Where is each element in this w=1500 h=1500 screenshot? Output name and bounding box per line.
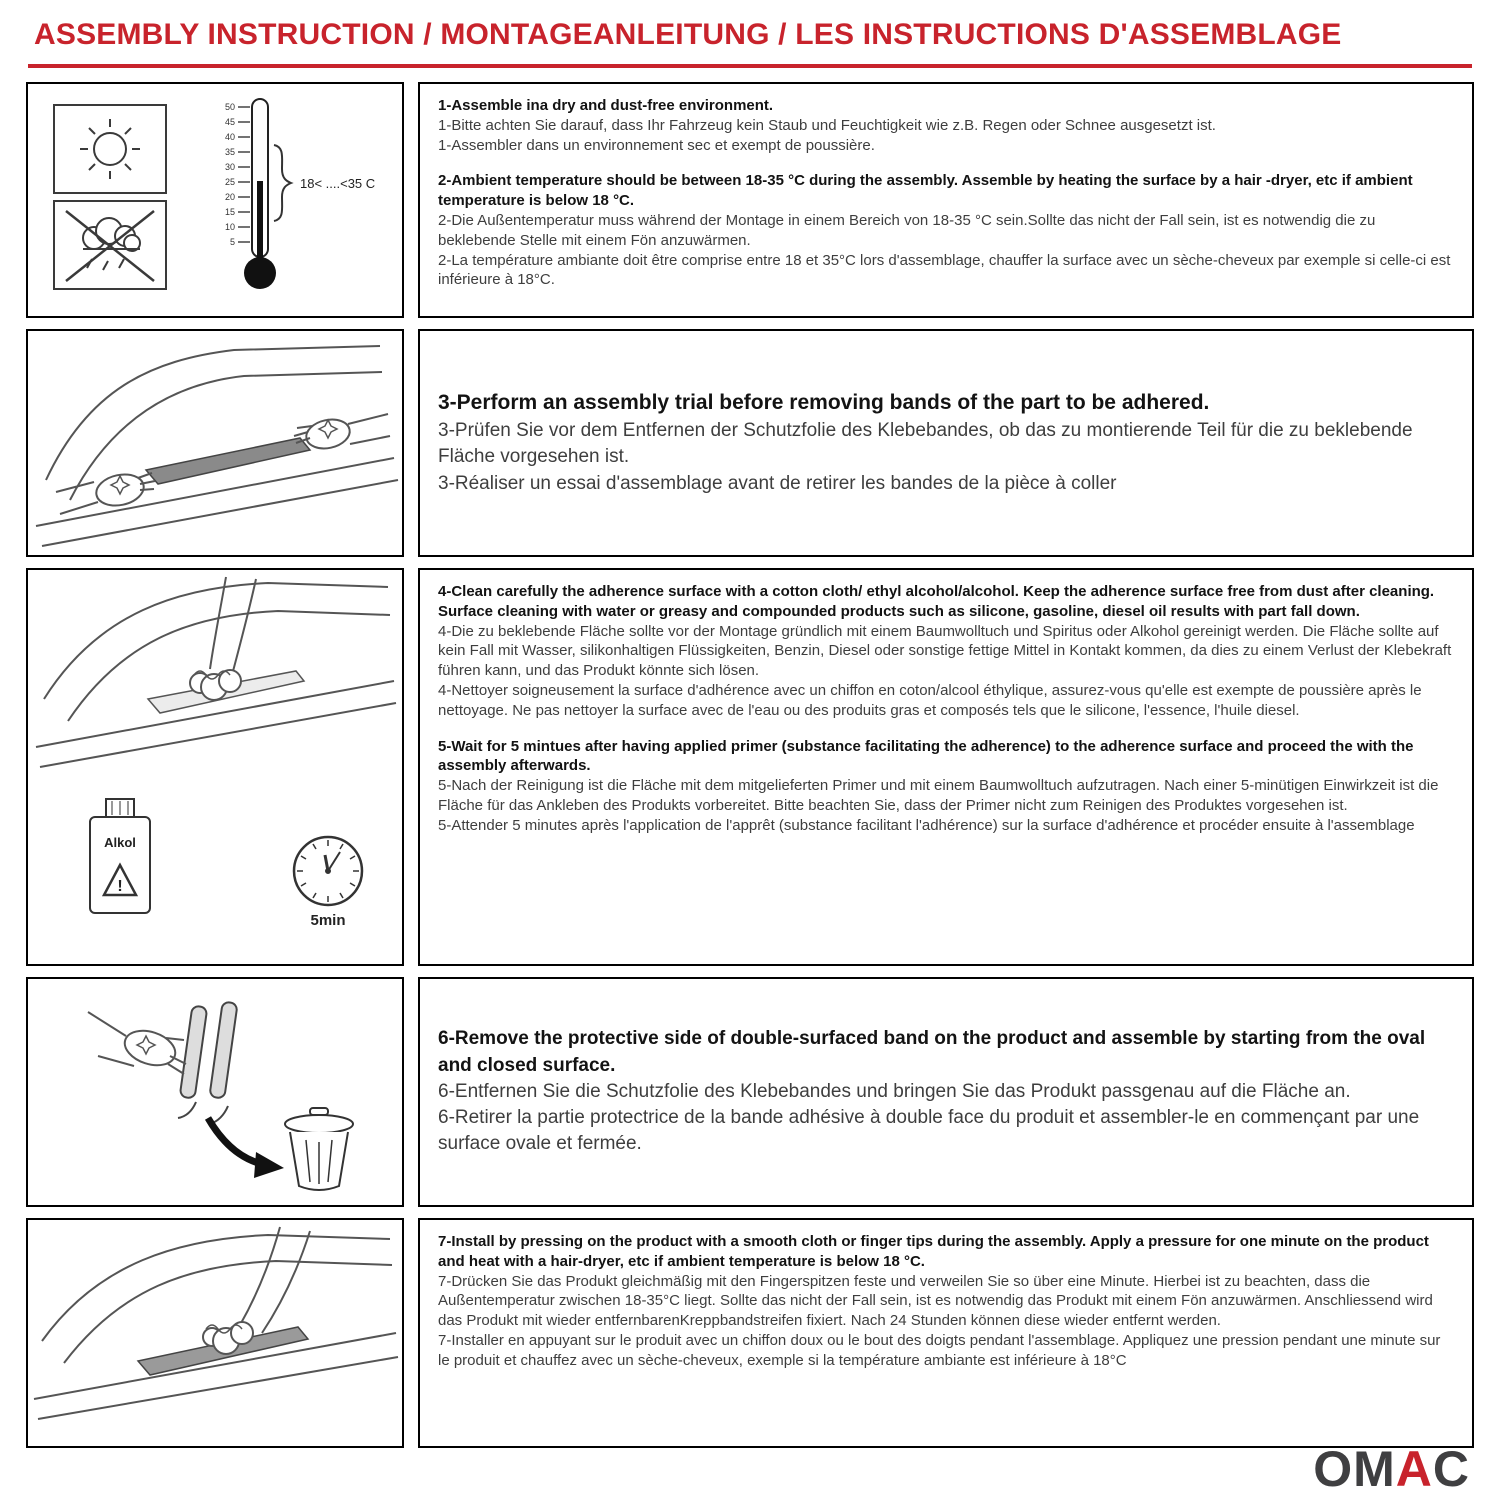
step-2-text-fr: 2-La température ambiante doit être comprise entre 18 et 35°C lors d'assemblage, chauffer la surface avec un sèche-cheveux par exemple si celle-ci est inférieure à 18°C. <box>438 251 1451 289</box>
illustration-box-cleaning <box>26 568 404 966</box>
step-5-text-fr: 5-Attender 5 minutes après l'application de l'apprêt (substance facilitant l'adhérence) sur la surface d'adhérence et procéder ensuite à l'assemblage <box>438 816 1415 834</box>
thermometer-tick: 25 <box>224 177 235 187</box>
step-row-6 <box>26 977 1474 1207</box>
clock-label: 5min <box>310 912 346 929</box>
step-3-text <box>418 329 1474 557</box>
logo-text-a: A <box>1395 1441 1433 1497</box>
step-6-text <box>418 977 1474 1207</box>
holding-hand-icon <box>88 1012 186 1074</box>
illustration-box-temperature <box>26 82 404 318</box>
illustration-box-peel-band <box>26 977 404 1207</box>
trash-can-icon <box>285 1108 353 1190</box>
peel-band-illustration <box>28 980 402 1204</box>
thermometer-tick: 50 <box>224 102 235 112</box>
step-7-text-en: 7-Install by pressing on the product with a smooth cloth or finger tips during the assembly. Apply a pressure for one minute on the product and heat with a hair-dryer, etc if ambient temperature is below 18 °C. <box>438 1233 1429 1270</box>
thermometer-range-label: 18< ....<35 C <box>300 176 376 191</box>
temperature-conditions-illustration <box>28 85 402 315</box>
step-3-text-en: 3-Perform an assembly trial before removing bands of the part to be adhered. <box>438 391 1210 415</box>
step-7-text <box>418 1218 1474 1448</box>
title-underline <box>28 64 1472 68</box>
step-row-3 <box>26 329 1474 557</box>
step-7-text-de: 7-Drücken Sie das Produkt gleichmäßig mit den Fingerspitzen feste und verweilen Sie so über eine Minute. Hierbei ist zu beachten, dass die Außentemperatur zwischen 18-35°C liegt. Sollte das nicht der Fall sein, ist es notwendig das Produkt mit einem Fön anzuwärmen. Anschliessend wird das Produkt mit wieder entfernbarenKreppbandstreifen fixiert. Nach 24 Stunden können diese wieder entfernt werden. <box>438 1272 1433 1330</box>
step-4-text-de: 4-Die zu beklebende Fläche sollte vor der Montage gründlich mit einem Baumwolltuch und Spiritus oder Alkohol gereinigt werden. Die Fläche sollte auf kein Fall mit Wasser, silikonhaltigen Flüssigkeiten, Benzin, Diesel oder sonstige fettige Mittel in Kontakt kommen, da dies zu einem Verlust der Klebekraft führen kann, und das Produkt könnte sich lösen. <box>438 622 1452 680</box>
thermometer-tick: 5 <box>229 237 235 247</box>
step-4-text-fr: 4-Nettoyer soigneusement la surface d'adhérence avec un chiffon en coton/alcool éthylique, assurez-vous qu'elle est exempte de poussière après le nettoyage. Ne pas nettoyer la surface avec de l'eau ou des produits gras et composés tels que le silicone, l'essence, l'huile diesel. <box>438 681 1422 719</box>
step-6-text-de: 6-Entfernen Sie die Schutzfolie des Klebebandes und bringen Sie das Produkt passgenau auf die Fläche an. <box>438 1080 1351 1102</box>
sill-trim-strip <box>146 438 310 484</box>
right-hand-icon <box>294 414 390 452</box>
door-sill-outline <box>36 346 398 546</box>
sun-icon <box>54 105 166 193</box>
step-4-text-en: 4-Clean carefully the adherence surface with a cotton cloth/ ethyl alcohol/alcohol. Keep the adherence surface free from dust after cleaning. Surface cleaning with water or greasy and compounded products such as silicone, gasoline, diesel oil results with part fall down. <box>438 583 1435 620</box>
illustration-box-trial-fit <box>26 329 404 557</box>
left-hand-icon <box>56 470 155 514</box>
thermometer-tick: 20 <box>224 192 235 202</box>
step-row-4-5 <box>26 568 1474 966</box>
thermometer-tick: 15 <box>224 207 235 217</box>
step-7-text-fr: 7-Installer en appuyant sur le produit avec un chiffon doux ou le bout des doigts pendant l'assemblage. Appliquez une pression pendant une minute sur le produit et chauffez avec un sèche-cheveux, exemple si la température ambiante est inférieure à 18°C <box>438 1331 1441 1369</box>
step-3-text-fr: 3-Réaliser un essai d'assemblage avant de retirer les bandes de la pièce à coller <box>438 472 1117 494</box>
thermometer-tick: 40 <box>224 132 235 142</box>
thermometer-tick: 45 <box>224 117 235 127</box>
step-1-text-fr: 1-Assembler dans un environnement sec et exempt de poussière. <box>438 136 875 154</box>
adhesive-strips <box>180 1001 238 1098</box>
step-2-text-de: 2-Die Außentemperatur muss während der Montage in einem Bereich von 18-35 °C sein.Sollte das nicht der Fall sein, ist es notwendig die zu beklebende Stelle mit einem Fön anzuwärmen. <box>438 211 1376 249</box>
thermometer-tick: 30 <box>224 162 235 172</box>
illustration-box-press <box>26 1218 404 1448</box>
page-title: ASSEMBLY INSTRUCTION / MONTAGEANLEITUNG / LES INSTRUCTIONS D'ASSEMBLAGE <box>34 18 1342 51</box>
thermometer-tick: 10 <box>224 222 235 232</box>
cleaning-illustration <box>28 571 402 963</box>
peeled-film <box>178 1102 228 1124</box>
thermometer-tick: 35 <box>224 147 235 157</box>
logo-text-c: C <box>1432 1441 1470 1497</box>
no-rain-icon <box>54 201 166 289</box>
bottle-label: Alkol <box>104 835 136 850</box>
step-3-text-de: 3-Prüfen Sie vor dem Entfernen der Schutzfolie des Klebebandes, ob das zu montierende Teil für die zu beklebende Fläche vorgesehen ist. <box>438 420 1413 468</box>
step-row-7 <box>26 1218 1474 1448</box>
warning-exclamation: ! <box>117 878 123 895</box>
step-5-text-de: 5-Nach der Reinigung ist die Fläche mit dem mitgelieferten Primer und mit einem Baumwolltuch aufzutragen. Nach einer 5-minütigen Einwirkzeit ist die Fläche für das Ankleben des Produkts vorbereitet. Bitte beachten Sie, dass der Primer nicht zum Reinigen des Produktes vorgesehen ist. <box>438 777 1439 814</box>
thermometer-icon <box>225 99 375 289</box>
step-6-text-en: 6-Remove the protective side of double-surfaced band on the product and assemble by starting from the oval and closed surface. <box>438 1028 1426 1076</box>
step-4-5-text <box>418 568 1474 966</box>
step-5-text-en: 5-Wait for 5 mintues after having applied primer (substance facilitating the adherence) to the adherence surface and proceed the with the assembly afterwards. <box>438 737 1414 775</box>
step-1-2-text <box>418 82 1474 318</box>
step-6-text-fr: 6-Retirer la partie protectrice de la bande adhésive à double face du produit et assembler-le en commençant par une surface ovale et fermée. <box>438 1107 1420 1155</box>
press-product-illustration <box>28 1221 402 1445</box>
step-2-text-en: 2-Ambient temperature should be between 18-35 °C during the assembly. Assemble by heating the surface by a hair -dryer, etc if ambient temperature is below 18 °C. <box>438 172 1413 210</box>
step-1-text-de: 1-Bitte achten Sie darauf, dass Ihr Fahrzeug kein Staub und Feuchtigkeit wie z.B. Regen oder Schnee ausgesetzt ist. <box>438 116 1216 134</box>
omac-logo <box>1313 1441 1470 1497</box>
logo-text-om: OM <box>1313 1441 1396 1497</box>
trial-fit-illustration <box>28 332 402 554</box>
step-1-text-en: 1-Assemble ina dry and dust-free environment. <box>438 97 774 114</box>
discard-arrow-icon <box>208 1118 284 1178</box>
clock-icon <box>294 837 362 905</box>
step-row-1-2 <box>26 82 1474 318</box>
